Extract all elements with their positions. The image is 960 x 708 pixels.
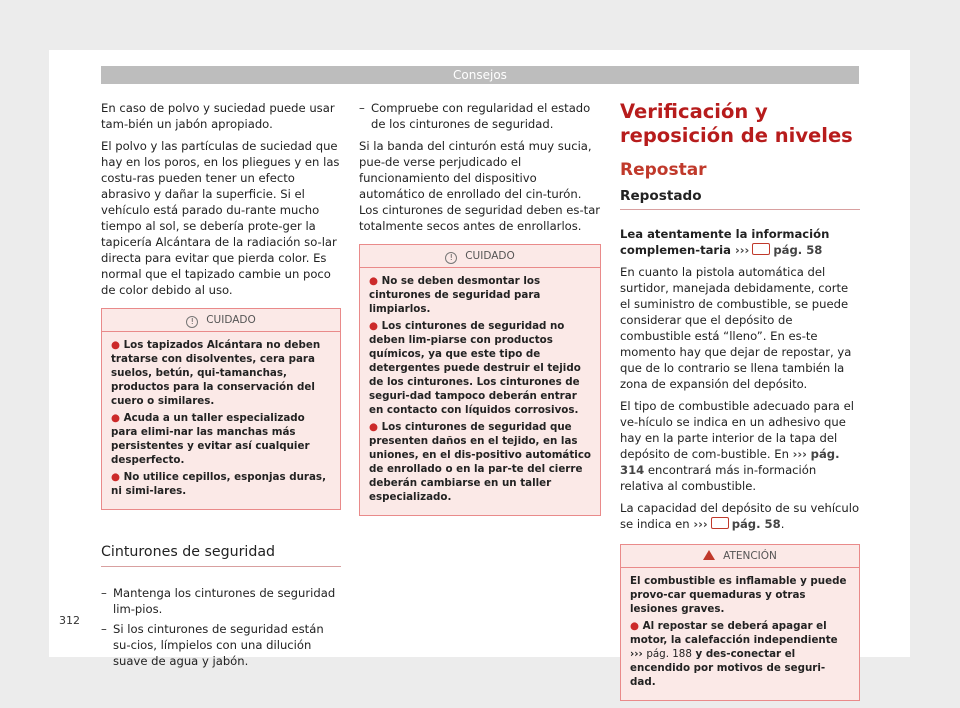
warning-lead: El combustible es inflamable y puede provo-car quemaduras y otras lesiones graves. — [630, 575, 847, 615]
warning-item: ● Al repostar se deberá apagar el motor, la calefacción independiente ››› pág. 188 y des-conectar el encendido por motivos de seguri-dad. — [630, 620, 838, 688]
bullet-icon: ● — [111, 339, 120, 351]
info-icon: ! — [445, 252, 457, 264]
bullet-icon: ● — [630, 620, 639, 632]
section-header: Consejos — [101, 66, 859, 84]
caution-item: ● Los cinturones de seguridad no deben lim-piarse con productos químicos, ya que este tipo de detergentes puede destruir el tejido de los cinturones. Los cinturones de seguri-dad tampoco deberán entrar en contacto con líquidos corrosivos. — [369, 320, 581, 416]
page-reference[interactable]: pág. 58 — [731, 517, 781, 531]
bullet-icon: ● — [369, 320, 378, 332]
paragraph: Si la banda del cinturón está muy sucia, pue-de verse perjudicado el funcionamiento del dispositivo automático de enrollado del cin-turón. Los cinturones de seguridad deben es-tar totalmente secos antes de enrollarlos. — [359, 139, 601, 233]
list-item: – Mantenga los cinturones de seguridad lim-pios. — [101, 585, 341, 617]
caution-box — [359, 244, 601, 516]
section-heading: Repostado — [620, 188, 860, 210]
warning-body — [621, 568, 859, 700]
caution-body — [360, 268, 600, 515]
page-number: 312 — [59, 614, 80, 627]
column-2 — [359, 100, 601, 516]
paragraph: En caso de polvo y suciedad puede usar tam-bién un jabón apropiado. — [101, 101, 335, 131]
bullet-icon: ● — [369, 275, 378, 287]
bullet-icon: ● — [111, 412, 120, 424]
caution-item: ● No se deben desmontar los cinturones de seguridad para limpiarlos. — [369, 275, 541, 315]
list-item: – Compruebe con regularidad el estado de los cinturones de seguridad. — [359, 100, 601, 132]
paragraph: La capacidad del depósito de su vehículo se indica en ››› pág. 58. — [620, 501, 860, 531]
caution-header — [360, 245, 600, 268]
caution-box — [101, 308, 341, 510]
caution-item: ● Los tapizados Alcántara no deben tratarse con disolventes, cera para suelos, betún, qui-tamanchas, productos para la conservación del cuero o similares. — [111, 339, 321, 407]
caution-body — [102, 332, 340, 509]
chapter-title: Verificación y reposición de niveles — [620, 100, 853, 147]
caution-title: CUIDADO — [206, 314, 256, 326]
paragraph: El polvo y las partículas de suciedad que hay en los poros, en los pliegues y en las costu-ras pueden tener un efecto abrasivo y dañar la superficie. Si el vehículo está parado du-rante mucho tiempo al sol, se debería prote-ger la tapicería Alcántara de la radiación so-lar directa para evitar que pierda color. Es normal que el tapizado cambie un poco de color debido al uso. — [101, 139, 340, 297]
caution-item: ● Los cinturones de seguridad que presenten daños en el tejido, en las uniones, en el dis-positivo automático de enrollado o en la par-te del cierre deberán cambiarse en un taller especializado. — [369, 421, 592, 503]
caution-item: ● Acuda a un taller especializado para elimi-nar las manchas más persistentes y evitar así cualquier desperfecto. — [111, 412, 310, 466]
arrows-icon: ››› — [693, 517, 708, 531]
section-subtitle: Repostar — [620, 160, 707, 180]
arrows-icon: ››› — [792, 447, 807, 461]
column-3 — [620, 100, 860, 701]
list-item: – Si los cinturones de seguridad están su-cios, límpielos con una dilución suave de agua y jabón. — [101, 621, 341, 669]
arrows-icon: ››› — [735, 243, 750, 257]
intro-paragraph: Lea atentamente la información complemen-taria ››› pág. 58 — [620, 227, 830, 257]
caution-title: CUIDADO — [465, 250, 515, 262]
paragraph: En cuanto la pistola automática del surtidor, manejada debidamente, corte el suministro de combustible, se puede considerar que el depósito de combustible está “lleno”. En es-te momento hay que dejar de repostar, ya que de lo contrario se llena también la zona de expansión del depósito. — [620, 265, 852, 391]
page-reference[interactable]: pág. 188 — [646, 648, 692, 660]
book-icon — [711, 517, 729, 529]
column-1 — [101, 100, 341, 673]
bullet-icon: ● — [369, 421, 378, 433]
page-reference[interactable]: pág. 314 — [620, 447, 840, 477]
page-reference[interactable]: pág. 58 — [773, 243, 823, 257]
caution-item: ● No utilice cepillos, esponjas duras, ni simi-lares. — [111, 471, 326, 497]
warning-triangle-icon — [703, 550, 715, 560]
arrows-icon: ››› — [630, 648, 643, 660]
caution-header — [102, 309, 340, 332]
warning-header — [621, 545, 859, 568]
book-icon — [752, 243, 770, 255]
section-heading: Cinturones de seguridad — [101, 544, 341, 567]
paragraph: El tipo de combustible adecuado para el ve-hículo se indica en un adhesivo que hay en la parte interior de la tapa del depósito de com-bustible. En ››› pág. 314 encontrará más in-formación relativa al combustible. — [620, 399, 854, 493]
info-icon: ! — [186, 316, 198, 328]
warning-title: ATENCIÓN — [723, 550, 777, 562]
warning-box — [620, 544, 860, 701]
bullet-icon: ● — [111, 471, 120, 483]
